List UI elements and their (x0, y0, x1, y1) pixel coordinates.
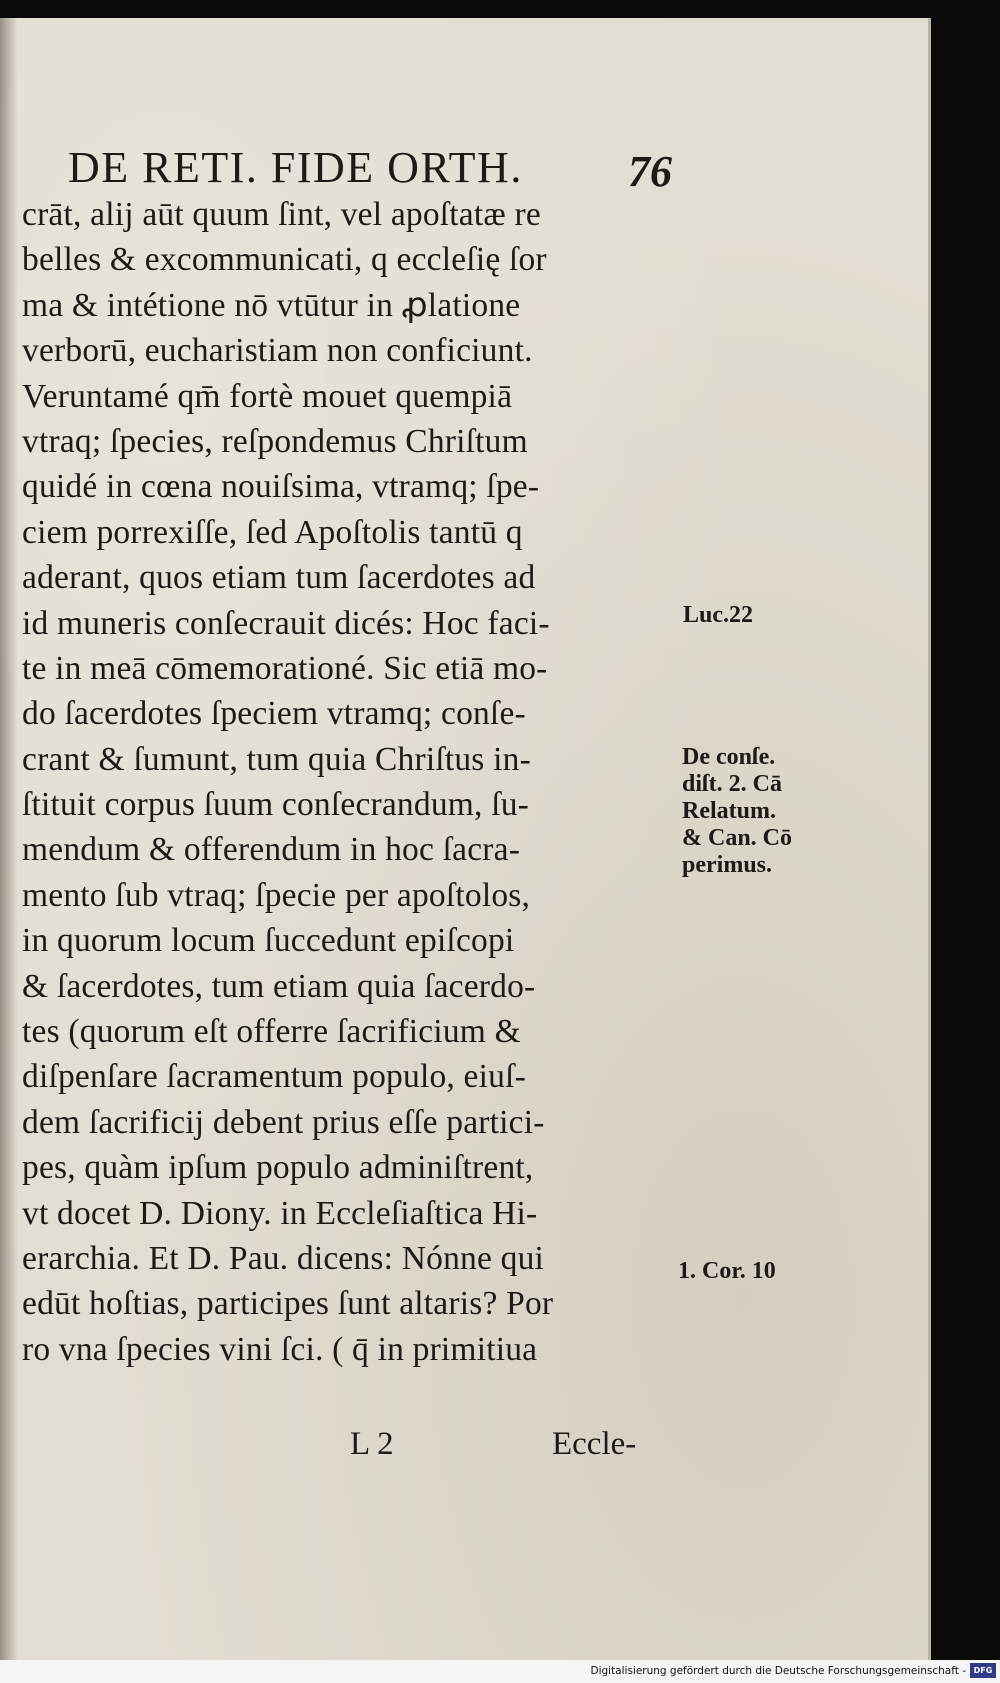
text-line: vt docet D. Diony. in Eccleſiaſtica Hi- (22, 1194, 538, 1232)
text-line: ciem porrexiſſe, ſed Apoſtolis tantū q (22, 513, 523, 551)
margin-note-line: perimus. (682, 852, 772, 878)
text-line: do ſacerdotes ſpeciem vtramq; conſe- (22, 695, 526, 733)
text-line: belles & excommunicati, q eccleſię ſor (22, 241, 547, 279)
footer-bar (0, 1660, 1000, 1683)
text-line: ro vna ſpecies vini ſci. ( q̄ in primitiua (22, 1330, 538, 1368)
funding-credit: Digitalisierung gefördert durch die Deutsche Forschungsgemeinschaft - (590, 1665, 966, 1677)
margin-note-line: De conſe. (682, 744, 776, 770)
text-line: pes, quàm ipſum populo adminiſtrent, (22, 1149, 534, 1187)
text-line: verborū, eucharistiam non conficiunt. (22, 332, 533, 370)
catchword: Eccle- (552, 1426, 637, 1462)
running-head (68, 140, 708, 200)
text-line: in quorum locum ſuccedunt epiſcopi (22, 922, 515, 960)
text-line: tes (quorum eſt offerre ſacrificium & (22, 1013, 521, 1051)
text-line: & ſacerdotes, tum etiam quia ſacerdo- (22, 967, 536, 1005)
book-page (0, 18, 931, 1660)
margin-note-line: diſt. 2. Cā (682, 771, 783, 797)
text-line: Veruntamé qm̄ fortè mouet quempiā (22, 377, 513, 415)
text-line: dem ſacrificij debent prius eſſe partici- (22, 1103, 545, 1141)
text-line: ſtituit corpus ſuum conſecrandum, ſu- (22, 786, 530, 824)
running-head-title: DE RETI. FIDE ORTH. (68, 143, 523, 192)
text-line: edūt hoſtias, participes ſunt altaris? Por (22, 1285, 554, 1323)
margin-note-luke: Luc.22 (683, 602, 754, 628)
signature-mark: L 2 (350, 1426, 394, 1462)
text-line: crāt, alij aūt quum ſint, vel apoſtatæ re (22, 196, 541, 233)
text-line: mento ſub vtraq; ſpecie per apoſtolos, (22, 876, 531, 914)
margin-note-de-consecratione (682, 744, 832, 879)
text-line: id muneris conſecrauit dicés: Hoc faci- (22, 604, 550, 642)
text-line: te in meā cōmemorationé. Sic etiā mo- (22, 649, 548, 687)
text-line: erarchia. Et D. Pau. dicens: Nónne qui (22, 1239, 545, 1277)
margin-note-corinthians: 1. Cor. 10 (678, 1258, 776, 1284)
text-line: crant & ſumunt, tum quia Chriſtus in- (22, 740, 531, 778)
catchline (350, 1420, 670, 1468)
text-line: diſpenſare ſacramentum populo, eiuſ- (22, 1058, 526, 1096)
body-text (22, 192, 682, 1372)
margin-note-line: Relatum. (682, 798, 776, 824)
text-line: vtraq; ſpecies, reſpondemus Chriſtum (22, 422, 528, 460)
dfg-logo-icon: DFG (970, 1663, 996, 1678)
page-number: 76 (628, 147, 672, 196)
text-line: quidé in cœna nouiſsima, vtramq; ſpe- (22, 468, 540, 506)
text-line: aderant, quos etiam tum ſacerdotes ad (22, 559, 536, 597)
text-line: mendum & offerendum in hoc ſacra- (22, 831, 521, 869)
margin-note-line: & Can. Cō (682, 825, 793, 851)
text-line: ma & intétione nō vtūtur in ꝓlatione (22, 286, 521, 324)
gutter-shadow (0, 18, 18, 1660)
